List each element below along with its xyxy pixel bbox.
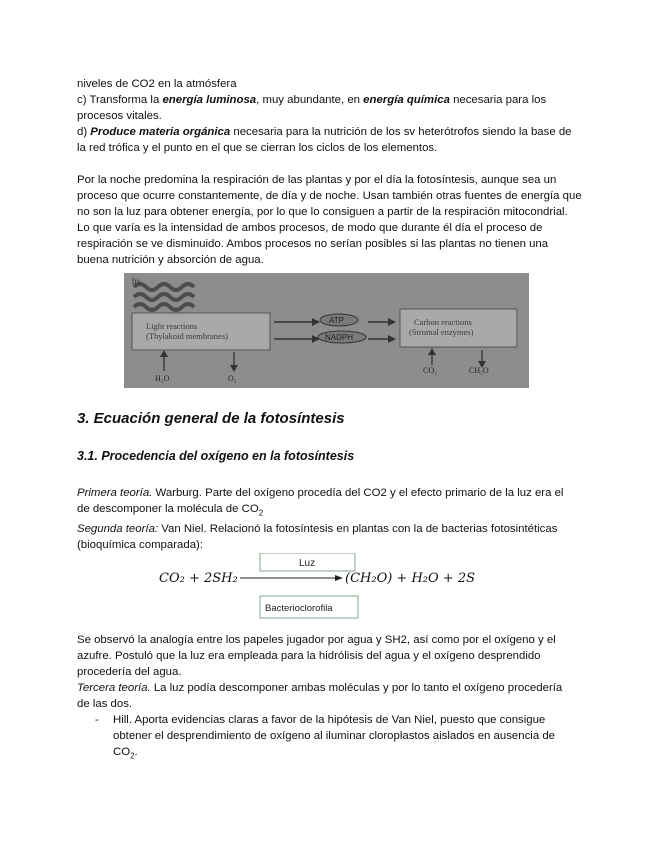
carbon-reactions-title: Carbon reactions xyxy=(414,317,472,327)
theory1: Primera teoría. Warburg. Parte del oxígeno procedía del CO2 y el efecto primario de la luz era el de descomponer la molécula de $CO_2$ xyxy=(77,487,564,518)
o2-label: O₂ xyxy=(228,374,237,383)
section-3-1-heading: 3.1. Procedencia del oxígeno en la fotosíntesis xyxy=(77,449,355,463)
nadph-label: NADPH xyxy=(325,333,354,342)
co2-label: CO₂ xyxy=(423,366,437,375)
ch2o-label: CH₂O xyxy=(469,366,489,375)
bullet-dash: - xyxy=(95,714,99,726)
van-niel-equation xyxy=(155,553,485,621)
hv-label: hν xyxy=(132,276,141,286)
para1-item-d: d) Produce materia orgánica necesaria para la nutrición de los sv heterótrofos siendo la base de la red trófica y el punto en el que se cierran los ciclos de los elementos. xyxy=(77,126,572,154)
light-reactions-title: Light reactions xyxy=(146,321,198,331)
para2: Por la noche predomina la respiración de las plantas y por el día la fotosíntesis, aunque sea un proceso que ocurre constantemente, de día y de noche. Usan también otras fuentes de energía que no son la luz para obtener energía, por lo que lo consiguen a partir de la respiración mitocondrial. Lo que varía es la intensidad de ambos procesos, de modo que durante él día el proceso de respiración se ve disminuido. Ambos procesos no serían posibles si las plantas no tienen una buena nutrición y absorción de agua. xyxy=(77,174,582,266)
photosynthesis-diagram xyxy=(124,273,529,388)
para1-line1: niveles de CO2 en la atmósfera xyxy=(77,78,237,90)
atp-label: ATP xyxy=(329,316,344,325)
bottom-text-block xyxy=(77,632,577,764)
theory3: Tercera teoría. La luz podía descomponer ambas moléculas y por lo tanto el oxígeno procedería de las dos. xyxy=(77,682,563,710)
theory2: Segunda teoría: Van Niel. Relacionó la fotosíntesis en plantas con la de bacterias fotosintéticas (bioquímica comparada): xyxy=(77,523,558,552)
equation-right: (CH₂O) + H₂O + 2S xyxy=(345,571,475,586)
theories-block xyxy=(77,485,577,553)
top-text-block xyxy=(77,76,582,268)
h2o-label: H₂O xyxy=(155,374,170,383)
para1-item-c: c) Transforma la energía luminosa, muy abundante, en energía química necesaria para los procesos vitales. xyxy=(77,94,547,122)
carbon-reactions-sub: (Stromal enzymes) xyxy=(409,327,474,337)
light-reactions-sub: (Thylakoid membranes) xyxy=(146,331,228,341)
para3: Se observó la analogía entre los papeles jugador por agua y SH2, así como por el oxígeno y el azufre. Postuló que la luz era empleada para la hidrólisis del agua y el oxígeno desprendido procedería del agua. xyxy=(77,634,556,678)
list-item xyxy=(77,712,577,764)
bacterioclorofila-label: Bacterioclorofila xyxy=(265,603,333,614)
bullet-text: Hill. Aporta evidencias claras a favor de la hipótesis de Van Niel, puesto que consigue obtener el desprendimiento de oxígeno al iluminar cloroplastos aislados en ausencia de $CO_2$. xyxy=(113,714,555,761)
equation-left: CO₂ + 2SH₂ xyxy=(159,571,238,586)
section-3-heading: 3. Ecuación general de la fotosíntesis xyxy=(77,410,345,427)
luz-label: Luz xyxy=(299,558,316,569)
